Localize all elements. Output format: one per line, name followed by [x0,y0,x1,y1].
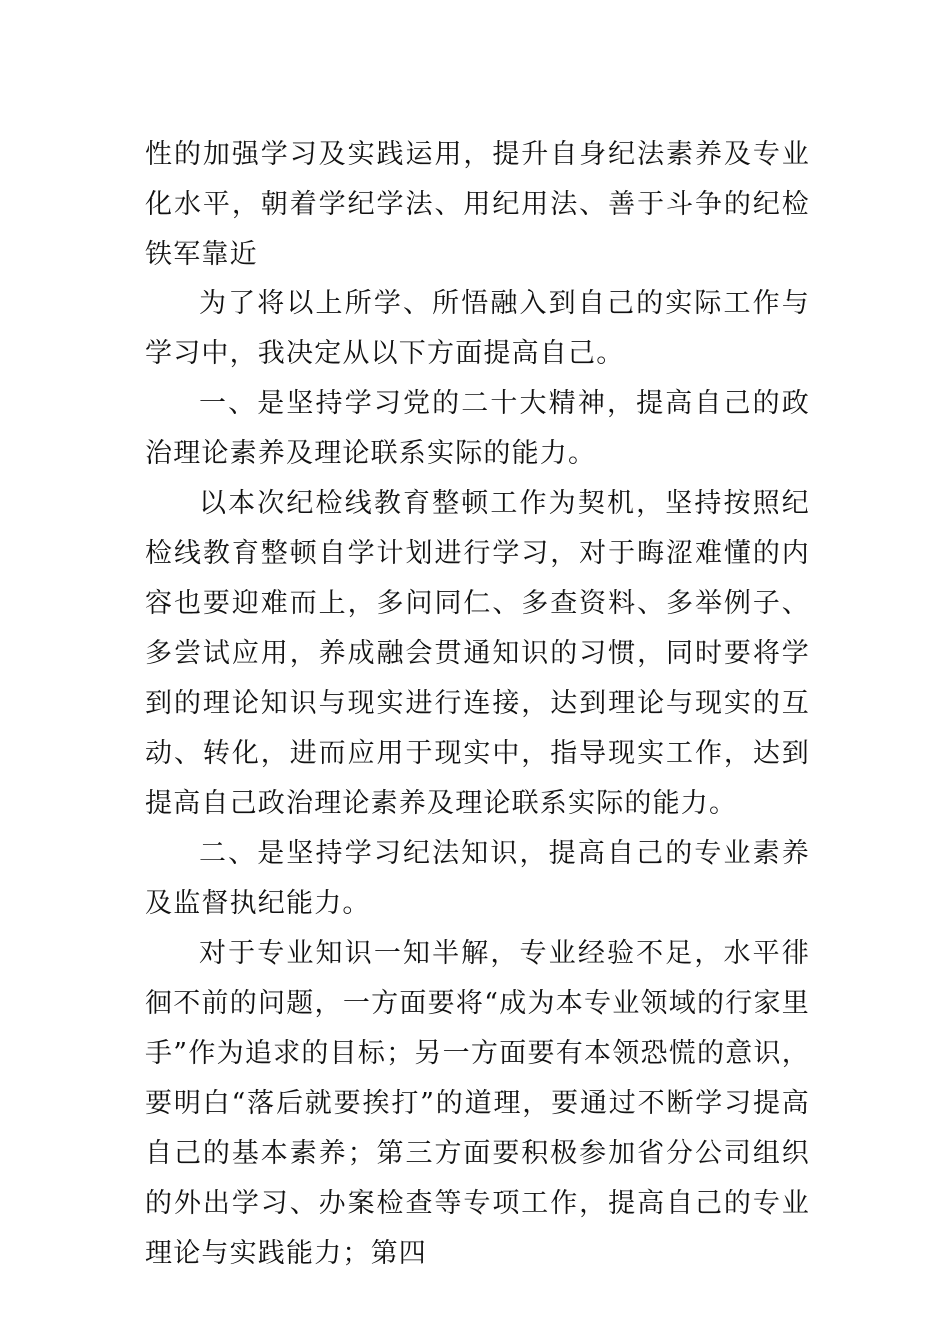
continued-paragraph: 性的加强学习及实践运用，提升自身纪法素养及专业化水平，朝着学纪学法、用纪用法、善于斗争的纪检铁军靠近 [145,139,810,270]
section-two-heading: 二、是坚持学习纪法知识，提高自己的专业素养及监督执纪能力。 [145,838,810,919]
intro-paragraph: 为了将以上所学、所悟融入到自己的实际工作与学习中，我决定从以下方面提高自己。 [145,288,810,369]
continued-text-block [145,130,810,280]
body-text-block [145,279,810,1279]
section-one-heading: 一、是坚持学习党的二十大精神，提高自己的政治理论素养及理论联系实际的能力。 [145,388,810,469]
section-two-body: 对于专业知识一知半解，专业经验不足，水平徘徊不前的问题，一方面要将“成为本专业领域的行家里手”作为追求的目标；另一方面要有本领恐慌的意识，要明白“落后就要挨打”的道理，要通过不断学习提高自己的基本素养；第三方面要积极参加省分公司组织的外出学习、办案检查等专项工作，提高自己的专业理论与实践能力；第四 [145,938,810,1269]
section-one-body: 以本次纪检线教育整顿工作为契机，坚持按照纪检线教育整顿自学计划进行学习，对于晦涩难懂的内容也要迎难而上，多问同仁、多查资料、多举例子、多尝试应用，养成融会贯通知识的习惯，同时要将学到的理论知识与现实进行连接，达到理论与现实的互动、转化，进而应用于现实中，指导现实工作，达到提高自己政治理论素养及理论联系实际的能力。 [145,488,810,819]
